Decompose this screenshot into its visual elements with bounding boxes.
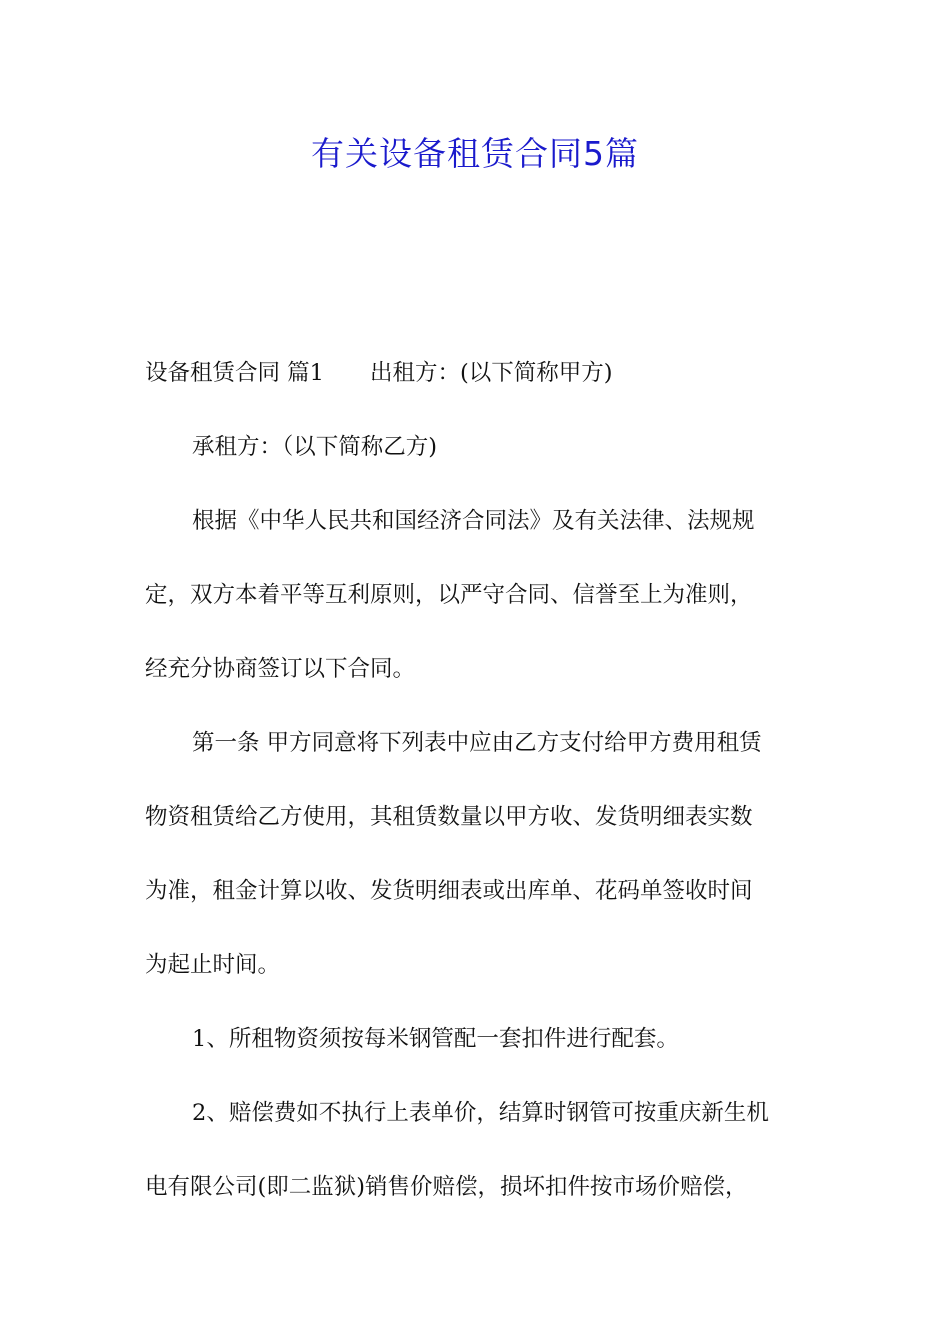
paragraph-item-2 <box>145 1076 810 1150</box>
text-line: 第一条 甲方同意将下列表中应由乙方支付给甲方费用租赁 <box>192 730 762 756</box>
text-line: 经充分协商签订以下合同。 <box>145 656 416 682</box>
text-line: 2、赔偿费如不执行上表单价，结算时钢管可按重庆新生机 <box>192 1100 769 1126</box>
text-line: 定，双方本着平等互利原则，以严守合同、信誉至上为准则， <box>145 582 753 608</box>
text-line <box>145 336 810 410</box>
text-line: 电有限公司(即二监狱)销售价赔偿，损坏扣件按市场价赔偿， <box>145 1174 748 1200</box>
document-body <box>145 336 810 1224</box>
text-line: 根据《中华人民共和国经济合同法》及有关法律、法规规 <box>192 508 755 534</box>
paragraph-basis-cont <box>145 558 810 706</box>
text-line: 为准，租金计算以收、发货明细表或出库单、花码单签收时间 <box>145 878 753 904</box>
paragraph-basis <box>145 484 810 558</box>
paragraph-article-1 <box>145 706 810 780</box>
text-line: 1、所租物资须按每米钢管配一套扣件进行配套。 <box>192 1026 679 1052</box>
text-line: 承租方：（以下简称乙方) <box>192 434 438 460</box>
text-line: 物资租赁给乙方使用，其租赁数量以甲方收、发货明细表实数 <box>145 804 753 830</box>
contract-heading: 设备租赁合同 篇1 <box>145 360 324 386</box>
lessor-label: 出租方：(以下简称甲方) <box>369 360 613 386</box>
document-title: 有关设备租赁合同5篇 <box>311 134 639 173</box>
paragraph-parties <box>145 336 810 410</box>
paragraph-item-2-cont <box>145 1150 810 1224</box>
text-line: 为起止时间。 <box>145 952 281 978</box>
paragraph-article-1-cont <box>145 780 810 1002</box>
paragraph-lessee <box>145 410 810 484</box>
paragraph-item-1 <box>145 1002 810 1076</box>
